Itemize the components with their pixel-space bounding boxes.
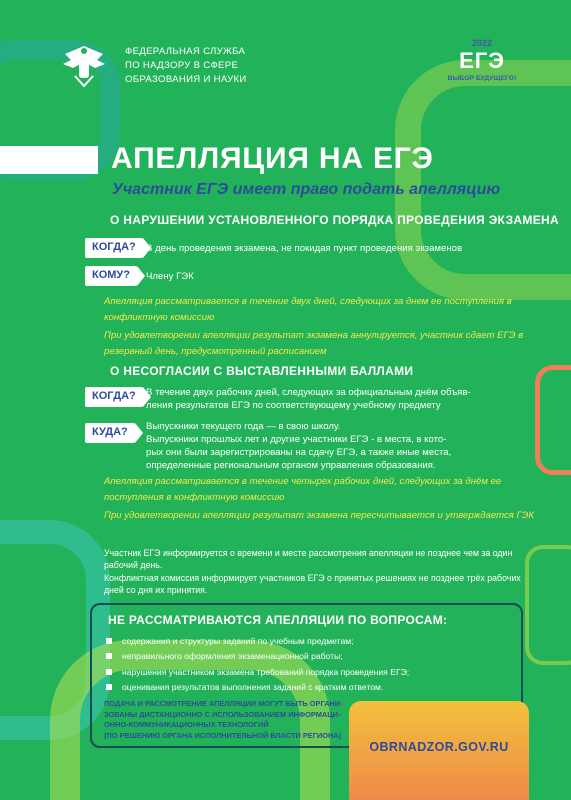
list-item [106, 664, 506, 680]
not-considered-heading: НЕ РАССМАТРИВАЮТСЯ АПЕЛЛЯЦИИ ПО ВОПРОСАМ: [108, 613, 448, 627]
page-subtitle: Участник ЕГЭ имеет право подать апелляцию [112, 181, 501, 198]
list-item-text: оценивания результатов выполнения заданий с кратким ответом. [122, 682, 384, 693]
decor-shape [525, 545, 571, 665]
list-item-text: неправильного оформления экзаменационной работы; [122, 651, 343, 662]
remote-note [104, 699, 349, 741]
info-text: Участник ЕГЭ информируется о времени и месте рассмотрения апелляции не позднее чем за один рабочий день. [104, 548, 513, 570]
agency-line: ПО НАДЗОРУ В СФЕРЕ [125, 60, 239, 71]
emblem-icon [57, 40, 111, 90]
list-item-text: содержания и структуры заданий по учебным предметам; [122, 635, 354, 646]
result-note: При удовлетворении апелляции результат экзамена аннулируется, участник сдает ЕГЭ в резервный день, предусмотренный расписанием [104, 330, 524, 357]
where-text [146, 420, 451, 472]
bullet-icon [106, 684, 112, 690]
review-note: Апелляция рассматривается в течение двух дней, следующих за днем ее поступления в конфликтную комиссию [104, 296, 512, 323]
agency-line: ФЕДЕРАЛЬНАЯ СЛУЖБА [125, 46, 246, 57]
note-line: ПОДАЧА И РАССМОТРЕНИЕ АПЕЛЛЯЦИИ МОГУТ БЫТЬ ОРГАНИ- [104, 699, 343, 708]
list-item [106, 633, 506, 649]
ege-logo [440, 38, 524, 82]
note-line: ЗОВАНЫ ДИСТАНЦИОННО С ИСПОЛЬЗОВАНИЕМ ИНФОРМАЦИ- [104, 709, 341, 719]
bullet-icon [106, 653, 112, 659]
where-tag: КУДА? [85, 423, 135, 443]
whom-text: Члену ГЭК [146, 271, 194, 282]
note-line: (ПО РЕШЕНИЮ ОРГАНА ИСПОЛНИТЕЛЬНОЙ ВЛАСТИ РЕГИОНА) [104, 730, 342, 740]
bullet-icon [106, 638, 112, 644]
page-title: АПЕЛЛЯЦИЯ НА ЕГЭ [111, 142, 434, 175]
decor-shape [535, 365, 571, 475]
result-note: При удовлетворении апелляции результат экзамена пересчитывается и утверждается ГЭК [104, 510, 535, 521]
info-text: Конфликтная комиссия информирует участников ЕГЭ о принятых решениях не позднее трёх рабочих дней со дня их принятия. [104, 573, 521, 595]
when-text [146, 386, 471, 412]
when-tag: КОГДА? [85, 238, 143, 258]
not-considered-list [106, 633, 506, 695]
title-bar-accent [0, 146, 98, 174]
whom-tag: КОМУ? [85, 266, 137, 286]
review-note: Апелляция рассматривается в течение четырех рабочих дней, следующих за днём ее поступления в конфликтную комиссию [104, 476, 502, 503]
ege-mark: ЕГЭ [459, 48, 505, 73]
agency-name [125, 45, 247, 87]
decor-shape [395, 60, 571, 300]
text-line: определенные региональным органом управления образования. [146, 460, 436, 471]
text-line: Выпускники прошлых лет и другие участники ЕГЭ - в места, в кото- [146, 434, 447, 445]
section-heading-scores: О НЕСОГЛАСИИ С ВЫСТАВЛЕННЫМИ БАЛЛАМИ [110, 364, 414, 378]
bullet-icon [106, 669, 112, 675]
ege-year: 2022 [471, 38, 493, 48]
note-line: ОННО-КОММУНИКАЦИОННЫХ ТЕХНОЛОГИЙ [104, 720, 269, 729]
website-link[interactable]: OBRNADZOR.GOV.RU [369, 740, 509, 754]
agency-line: ОБРАЗОВАНИЯ И НАУКИ [125, 74, 247, 85]
website-card [349, 701, 529, 800]
list-item [106, 649, 506, 665]
text-line: ления результатов ЕГЭ по соответствующему учебному предмету [146, 400, 441, 411]
ege-slogan: ВЫБОР БУДУЩЕГО! [447, 75, 517, 82]
text-line: В течение двух рабочих дней, следующих за официальным днём объяв- [146, 387, 471, 398]
text-line: рых они были зарегистрированы на сдачу ЕГЭ, а также иные места, [146, 447, 452, 458]
text-line: Выпускники текущего года — в свою школу. [146, 421, 341, 432]
list-item-text: нарушения участником экзамена требований порядка проведения ЕГЭ; [122, 666, 410, 677]
section-heading-violation: О НАРУШЕНИИ УСТАНОВЛЕННОГО ПОРЯДКА ПРОВЕДЕНИЯ ЭКЗАМЕНА [110, 213, 559, 227]
when-tag: КОГДА? [85, 387, 143, 407]
list-item [106, 680, 506, 696]
when-text: В день проведения экзамена, не покидая пункт проведения экзаменов [146, 243, 463, 254]
